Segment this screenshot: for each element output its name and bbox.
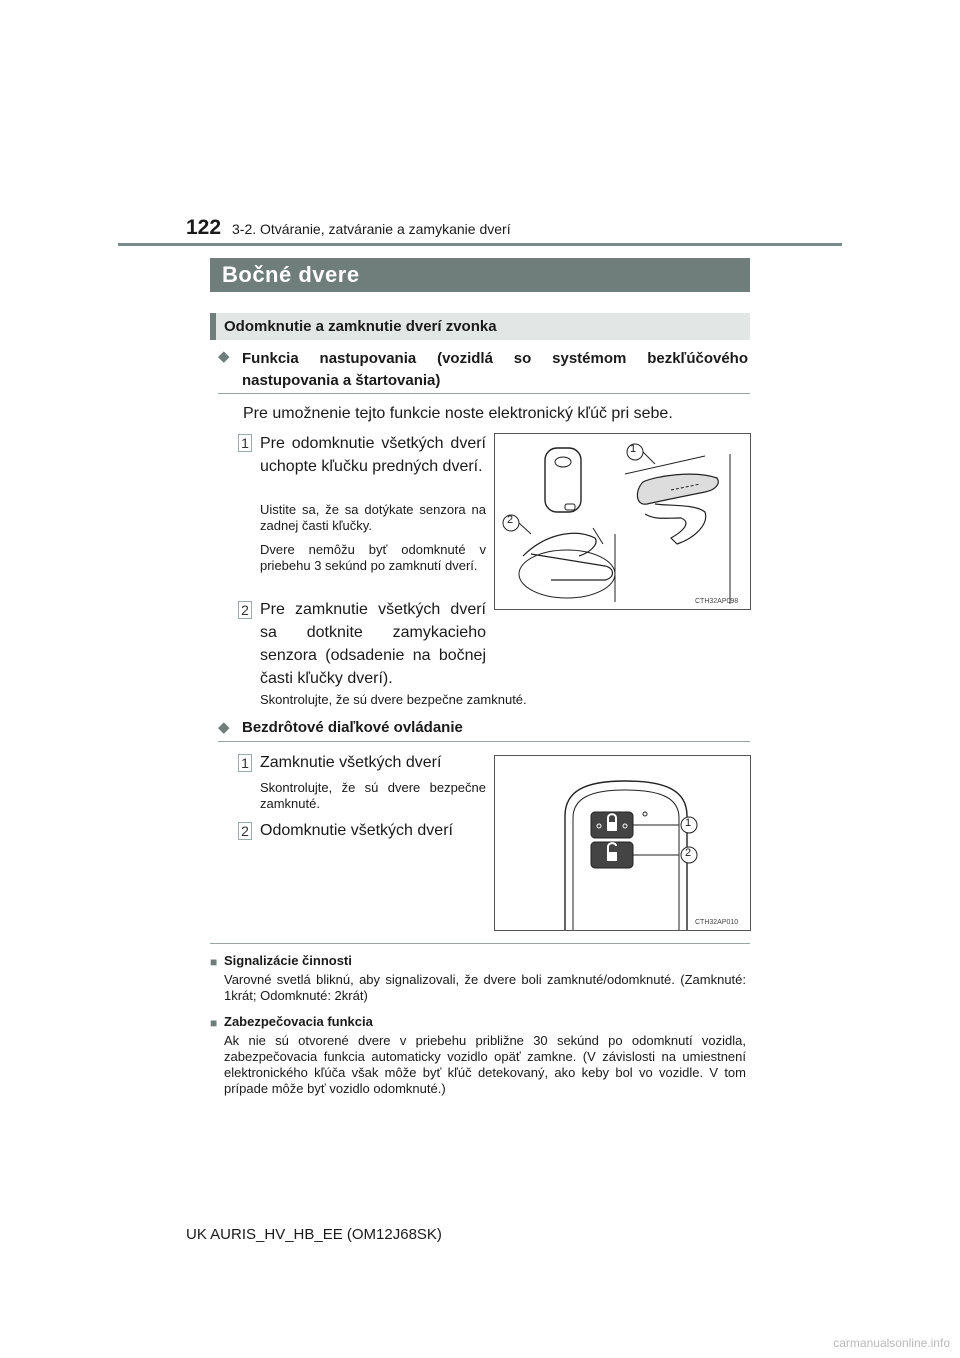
step-number: 2 xyxy=(238,601,252,619)
model-code: UK AURIS_HV_HB_EE (OM12J68SK) xyxy=(186,1226,442,1243)
step1-text: Pre odomknutie všetkých dverí uchopte kľučku predných dverí. xyxy=(260,435,486,475)
watermark: carmanualsonline.info xyxy=(833,1336,950,1350)
chapter-title: 3-2. Otváranie, zatváranie a zamykanie dverí xyxy=(232,221,511,237)
note-text: Varovné svetlá bliknú, aby signalizovali, že dvere boli zamknuté/odomknuté. (Zamknuté: 1krát; Odomknuté: 2krát) xyxy=(224,972,746,1003)
figure-code: CTH32AP098 xyxy=(695,598,739,605)
door-handle-figure xyxy=(494,433,751,610)
header-rule xyxy=(118,243,842,246)
note-text: Ak nie sú otvorené dvere v priebehu približne 30 sekúnd po odomknutí vozidla, zabezpečovacia funkcia automaticky vozidlo opäť zamkne. (V závislosti na umiestnení elektronického kľúča však môže byť kľúč detekovaný, ako keby bol vo vozidle. V tom prípade môže byť vozidlo odomknuté.) xyxy=(224,1033,746,1096)
remote-heading: Bezdrôtové diaľkové ovládanie xyxy=(242,719,463,736)
page-number: 122 xyxy=(186,216,222,239)
heading-rule xyxy=(218,741,750,742)
intro-text: Pre umožnenie tejto funkcie noste elektronický kľúč pri sebe. xyxy=(243,405,673,422)
heading-rule xyxy=(218,393,750,394)
callout-label: 1 xyxy=(630,443,637,455)
note-square-icon: ■ xyxy=(210,955,218,969)
door-handle-illustration xyxy=(495,434,750,609)
callout-label: 2 xyxy=(685,847,692,859)
remote-key-figure xyxy=(494,755,751,931)
notes-rule xyxy=(210,943,750,944)
check-note: Skontrolujte, že sú dvere bezpečne zamknuté. xyxy=(260,692,527,707)
step-number: 1 xyxy=(238,434,252,452)
step1-note: Dvere nemôžu byť odomknuté v priebehu 3 sekúnd po zamknutí dverí. xyxy=(260,542,486,573)
feature-heading: Funkcia nastupovania (vozidlá so systémom bezkľúčového nastupovania a štartovania) xyxy=(242,350,748,389)
remote-step1-text: Zamknutie všetkých dverí xyxy=(260,754,442,771)
diamond-icon: ◆ xyxy=(218,719,230,736)
callout-label: 2 xyxy=(507,514,514,526)
step-number: 2 xyxy=(238,822,252,840)
step1-note: Uistite sa, že sa dotýkate senzora na zadnej časti kľučky. xyxy=(260,502,486,533)
note-heading: Signalizácie činnosti xyxy=(224,953,352,968)
diamond-icon: ◆ xyxy=(218,348,230,365)
step2-text: Pre zamknutie všetkých dverí sa dotknite zamykacieho senzora (odsadenie na bočnej časti kľučky dverí). xyxy=(260,601,486,687)
figure-code: CTH32AP010 xyxy=(695,919,739,926)
subsection-title: Odomknutie a zamknutie dverí zvonka xyxy=(224,318,497,335)
subsection-accent xyxy=(210,313,216,340)
callout-label: 1 xyxy=(685,817,692,829)
section-title: Bočné dvere xyxy=(222,262,360,287)
remote-step1-note: Skontrolujte, že sú dvere bezpečne zamknuté. xyxy=(260,780,486,811)
note-heading: Zabezpečovacia funkcia xyxy=(224,1014,373,1029)
step-number: 1 xyxy=(238,754,252,772)
remote-step2-text: Odomknutie všetkých dverí xyxy=(260,822,453,839)
remote-key-illustration xyxy=(495,756,750,930)
note-square-icon: ■ xyxy=(210,1016,218,1030)
